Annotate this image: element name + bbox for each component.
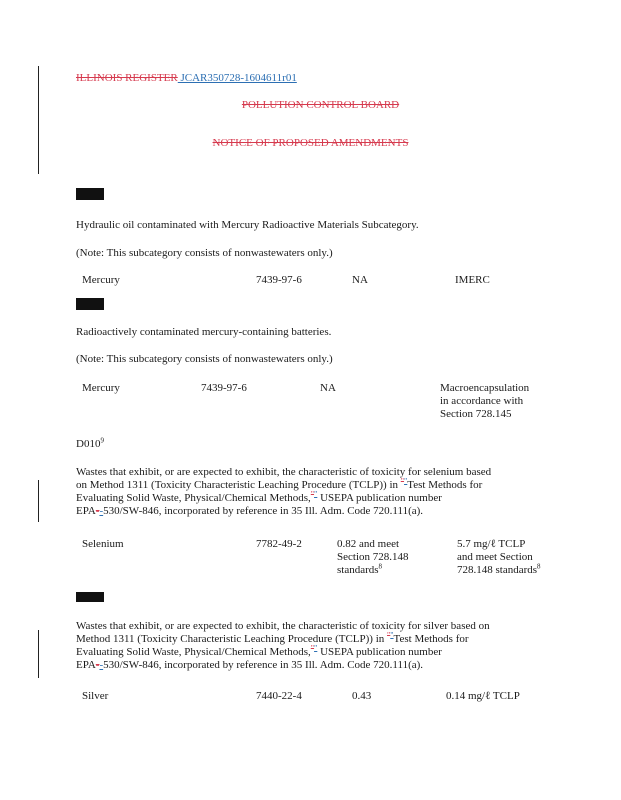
section2-note: (Note: This subcategory consists of nonwastewaters only.): [76, 353, 333, 365]
wastewater-standard: NA: [320, 382, 336, 394]
description-line: EPA--530/SW-846, incorporated by reference in 35 Ill. Adm. Code 720.111(a).: [76, 659, 424, 671]
footnote-ref: 8: [537, 562, 541, 571]
nonwastewater-standard: [457, 538, 541, 577]
description-line: Wastes that exhibit, or are expected to exhibit, the characteristic of toxicity for silver based on: [76, 620, 490, 632]
description-line: Method 1311 (Toxicity Characteristic Leaching Procedure (TCLP)) in ""Test Methods for: [76, 630, 469, 645]
constituent: Mercury: [82, 274, 120, 286]
constituent: Mercury: [82, 382, 120, 394]
register-inserted: JCAR350728-1604611r01: [180, 72, 297, 84]
description-line: Evaluating Solid Waste, Physical/Chemical Methods,"" USEPA publication number: [76, 643, 442, 658]
section1-note: (Note: This subcategory consists of nonwastewaters only.): [76, 247, 333, 259]
standard-line: 5.7 mg/ℓ TCLP: [457, 538, 526, 550]
waste-code: [76, 438, 104, 451]
cas-number: 7440-22-4: [256, 690, 302, 702]
redaction-block: [76, 592, 104, 602]
footnote-ref: 9: [100, 436, 104, 445]
nonwastewater-standard: IMERC: [455, 274, 490, 286]
register-deleted: ILLINOIS REGISTER: [76, 72, 178, 84]
section1-description: Hydraulic oil contaminated with Mercury Radioactive Materials Subcategory.: [76, 219, 419, 231]
redaction-block: [76, 188, 104, 200]
description-line: Wastes that exhibit, or are expected to exhibit, the characteristic of toxicity for selenium based: [76, 466, 492, 478]
change-bar-selenium: [38, 480, 39, 522]
standard-line: Section 728.145: [440, 408, 512, 420]
cas-number: 7439-97-6: [201, 382, 247, 394]
standard-line: in accordance with: [440, 395, 524, 407]
cas-number: 7782-49-2: [256, 538, 302, 550]
wastewater-standard: NA: [352, 274, 368, 286]
description-line: Evaluating Solid Waste, Physical/Chemical Methods,"" USEPA publication number: [76, 489, 442, 504]
wastewater-standard: 0.43: [352, 690, 372, 702]
description-line: EPA--530/SW-846, incorporated by reference in 35 Ill. Adm. Code 720.111(a).: [76, 505, 424, 517]
standard-line: Macroencapsulation: [440, 382, 530, 394]
constituent: Selenium: [82, 538, 124, 550]
board-title: POLLUTION CONTROL BOARD: [241, 99, 400, 111]
description-line: on Method 1311 (Toxicity Characteristic Leaching Procedure (TCLP)) in ""Test Methods for: [76, 476, 483, 491]
standard-line: and meet Section: [457, 551, 533, 563]
change-bar-silver: [38, 630, 39, 678]
wastewater-standard: [337, 538, 409, 577]
waste-code-text: D010: [76, 438, 101, 450]
section3-description: [76, 466, 566, 518]
standard-line: standards$^8$: [337, 562, 383, 576]
nonwastewater-standard: [440, 382, 529, 421]
standard-line: Section 728.148: [337, 551, 409, 563]
constituent: Silver: [82, 690, 109, 702]
section4-description: [76, 620, 566, 672]
change-bar-header: [38, 66, 39, 174]
notice-title: NOTICE OF PROPOSED AMENDMENTS: [212, 137, 409, 149]
cas-number: 7439-97-6: [256, 274, 302, 286]
redaction-block: [76, 298, 104, 310]
standard-line: 0.82 and meet: [337, 538, 400, 550]
nonwastewater-standard: 0.14 mg/ℓ TCLP: [446, 690, 520, 702]
standard-line: 728.148 standards$^8$: [457, 562, 541, 576]
footnote-ref: 8: [378, 562, 383, 571]
section2-description: Radioactively contaminated mercury-containing batteries.: [76, 326, 332, 338]
register-header: [76, 72, 297, 85]
